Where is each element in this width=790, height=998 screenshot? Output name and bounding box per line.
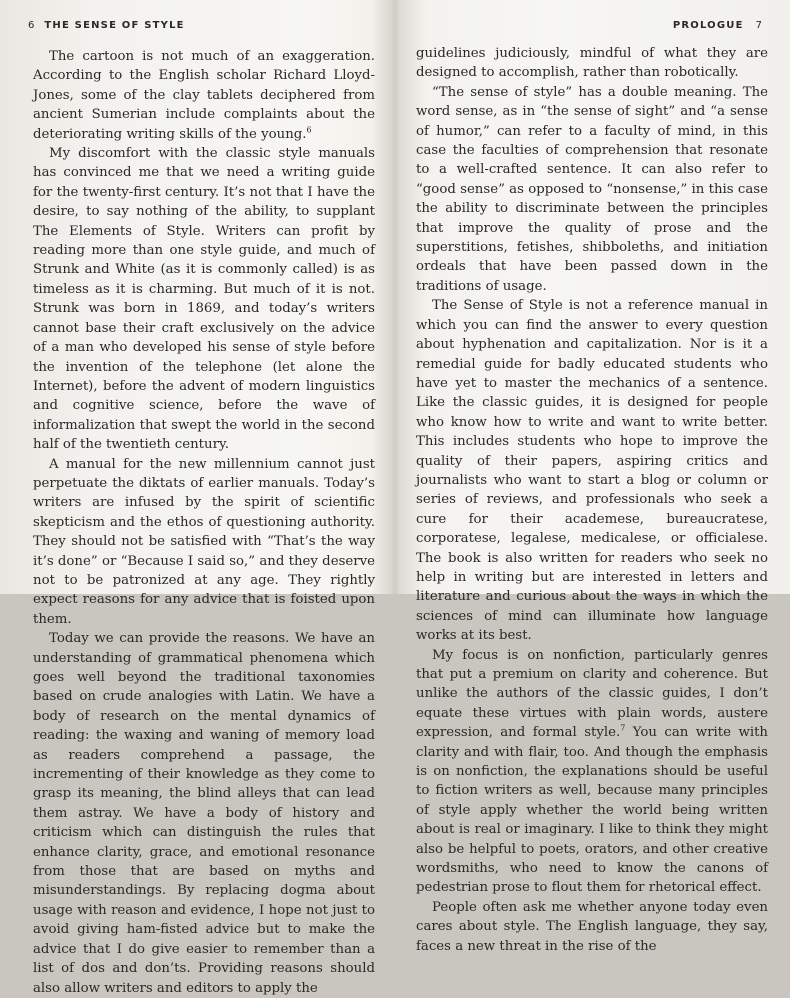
paragraph: A manual for the new millennium cannot just perpetuate the diktats of earlier manuals. Today’s writers are infused by the spirit of scientific skepticism and the ethos of questioning authority. They should not be satisfied with “That’s the way it’s done” or “Because I said so,” and they deserve not to be patronized at any age. They rightly expect reasons for any advice that is foisted upon them. [33,456,375,627]
paragraph [416,646,768,898]
footnote-marker: 7 [620,723,626,733]
right-body-text [416,44,768,956]
paragraph [33,47,375,144]
footnote-marker: 6 [306,125,312,135]
left-running-head-title: THE SENSE OF STYLE [44,20,185,31]
right-running-head-title: PROLOGUE [672,20,744,31]
right-page [398,0,790,954]
paragraph: Today we can provide the reasons. We have an understanding of grammatical phenomena which goes well beyond the traditional taxonomies based on crude analogies with Latin. We have a body of research on the mental dynamics of reading: the waxing and waning of memory load as readers comprehend a passage, the incrementing of their knowledge as they come to grasp its meaning, the blind alleys that can lead them astray. We have a body of history and criticism which can distinguish the rules that enhance clarity, grace, and emotional resonance from those that are based on myths and misunderstandings. By replacing dogma about usage with reason and evidence, I hope not just to avoid giving ham-fisted advice but to make the advice that I do give easier to remember than a list of dos and don’ts. Providing reasons should also allow writers and editors to apply the [33,631,375,996]
paragraph-text: My focus is on nonfiction, particularly genres that put a premium on clarity and coherence. But unlike the authors of the classic guides, I don’t equate these virtues with plain words, austere expression, and formal style. [416,647,768,741]
paragraph: “The sense of style” has a double meaning. The word sense, as in “the sense of sight” and “a sense of humor,” can refer to a faculty of mind, in this case the faculties of comprehension that resonate to a well-crafted sentence. It can also refer to “good sense” as opposed to “nonsense,” in this case the ability to discriminate between the principles that improve the quality of prose and the superstitions, fetishes, shibboleths, and initiation ordeals that have been passed down in the traditions of usage. [416,84,768,294]
right-running-head [673,20,762,31]
paragraph: People often ask me whether anyone today even cares about style. The English language, they say, faces a new threat in the rise of the [416,899,768,954]
right-page-number: 7 [755,20,762,31]
paragraph-text: The cartoon is not much of an exaggeration. According to the English scholar Richard Lloyd-Jones, some of the clay tablets deciphered from ancient Sumerian include complaints about the deteriorating writing skills of the young. [33,49,375,142]
left-body-text [33,47,375,998]
left-page [0,0,392,996]
paragraph-continued: guidelines judiciously, mindful of what they are designed to accomplish, rather than robotically. [416,46,768,81]
left-page-number: 6 [28,20,35,31]
paragraph: The Sense of Style is not a reference manual in which you can find the answer to every question about hyphenation and capitalization. Nor is it a remedial guide for badly educated students who have yet to master the mechanics of a sentence. Like the classic guides, it is designed for people who know how to write and want to write better. This includes students who hope to improve the quality of their papers, aspiring critics and journalists who want to start a blog or column or series of reviews, and professionals who seek a cure for their academese, bureaucratese, corporatese, legalese, medicalese, or officialese. The book is also written for readers who seek no help in writing but are interested in letters and literature and curious about the ways in which the sciences of mind can illuminate how language works at its best. [416,298,768,644]
paragraph: My discomfort with the classic style manuals has convinced me that we need a writing guide for the twenty-first century. It’s not that I have the desire, to say nothing of the ability, to supplant The Elements of Style. Writers can profit by reading more than one style guide, and much of Strunk and White (as it is commonly called) is as timeless as it is charming. But much of it is not. Strunk was born in 1869, and today’s writers cannot base their craft exclusively on the advice of a man who developed his sense of style before the invention of the telephone (let alone the Internet), before the advent of modern linguistics and cognitive science, before the wave of informalization that swept the world in the second half of the twentieth century. [33,146,375,453]
left-running-head [28,20,185,31]
paragraph-text: You can write with clarity and with flair, too. And though the emphasis is on nonfiction, the explanations should be useful to fiction writers as well, because many principles of style apply whether the world being written about is real or imaginary. I like to think they might also be helpful to poets, orators, and other creative wordsmiths, who need to know the canons of pedestrian prose to flout them for rhetorical effect. [416,725,768,896]
